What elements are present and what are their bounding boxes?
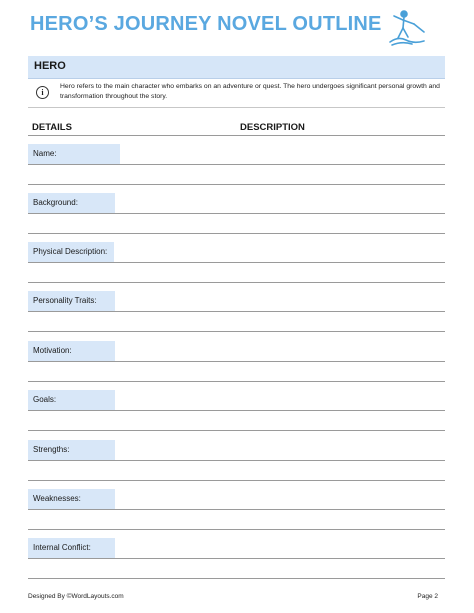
entry-line[interactable]	[28, 311, 445, 312]
footer-credit: Designed By ©WordLayouts.com	[28, 593, 124, 600]
entry-line[interactable]	[28, 233, 445, 234]
entry-line[interactable]	[28, 361, 445, 362]
entry-line[interactable]	[28, 480, 445, 481]
entry-line[interactable]	[28, 331, 445, 332]
description-column-header: DESCRIPTION	[240, 122, 305, 133]
field-label: Background:	[28, 193, 115, 213]
header-rule	[28, 135, 445, 136]
section-header-hero	[28, 56, 445, 79]
field-label: Motivation:	[28, 341, 115, 361]
entry-line[interactable]	[28, 529, 445, 530]
document-title: HERO’S JOURNEY NOVEL OUTLINE	[30, 13, 382, 35]
entry-line[interactable]	[28, 558, 445, 559]
entry-line[interactable]	[28, 430, 445, 431]
field-label: Strengths:	[28, 440, 115, 460]
field-label: Personality Traits:	[28, 291, 115, 311]
entry-line[interactable]	[28, 164, 445, 165]
hiker-with-staff-icon	[384, 6, 430, 48]
entry-line[interactable]	[28, 381, 445, 382]
divider	[28, 107, 445, 108]
footer-rule	[28, 578, 445, 579]
section-description: Hero refers to the main character who embarks on an adventure or quest. The hero undergoes significant personal growth and transformation throughout the story.	[60, 83, 440, 100]
field-label: Internal Conflict:	[28, 538, 115, 558]
entry-line[interactable]	[28, 213, 445, 214]
field-label: Goals:	[28, 390, 115, 410]
entry-line[interactable]	[28, 184, 445, 185]
entry-line[interactable]	[28, 460, 445, 461]
section-title: HERO	[34, 60, 66, 72]
entry-line[interactable]	[28, 262, 445, 263]
field-label: Weaknesses:	[28, 489, 115, 509]
info-icon: i	[36, 86, 49, 99]
entry-line[interactable]	[28, 282, 445, 283]
entry-line[interactable]	[28, 509, 445, 510]
field-label: Name:	[28, 144, 120, 164]
details-column-header: DETAILS	[32, 122, 72, 133]
field-label: Physical Description:	[28, 242, 114, 262]
page-number: Page 2	[417, 593, 438, 600]
entry-line[interactable]	[28, 410, 445, 411]
